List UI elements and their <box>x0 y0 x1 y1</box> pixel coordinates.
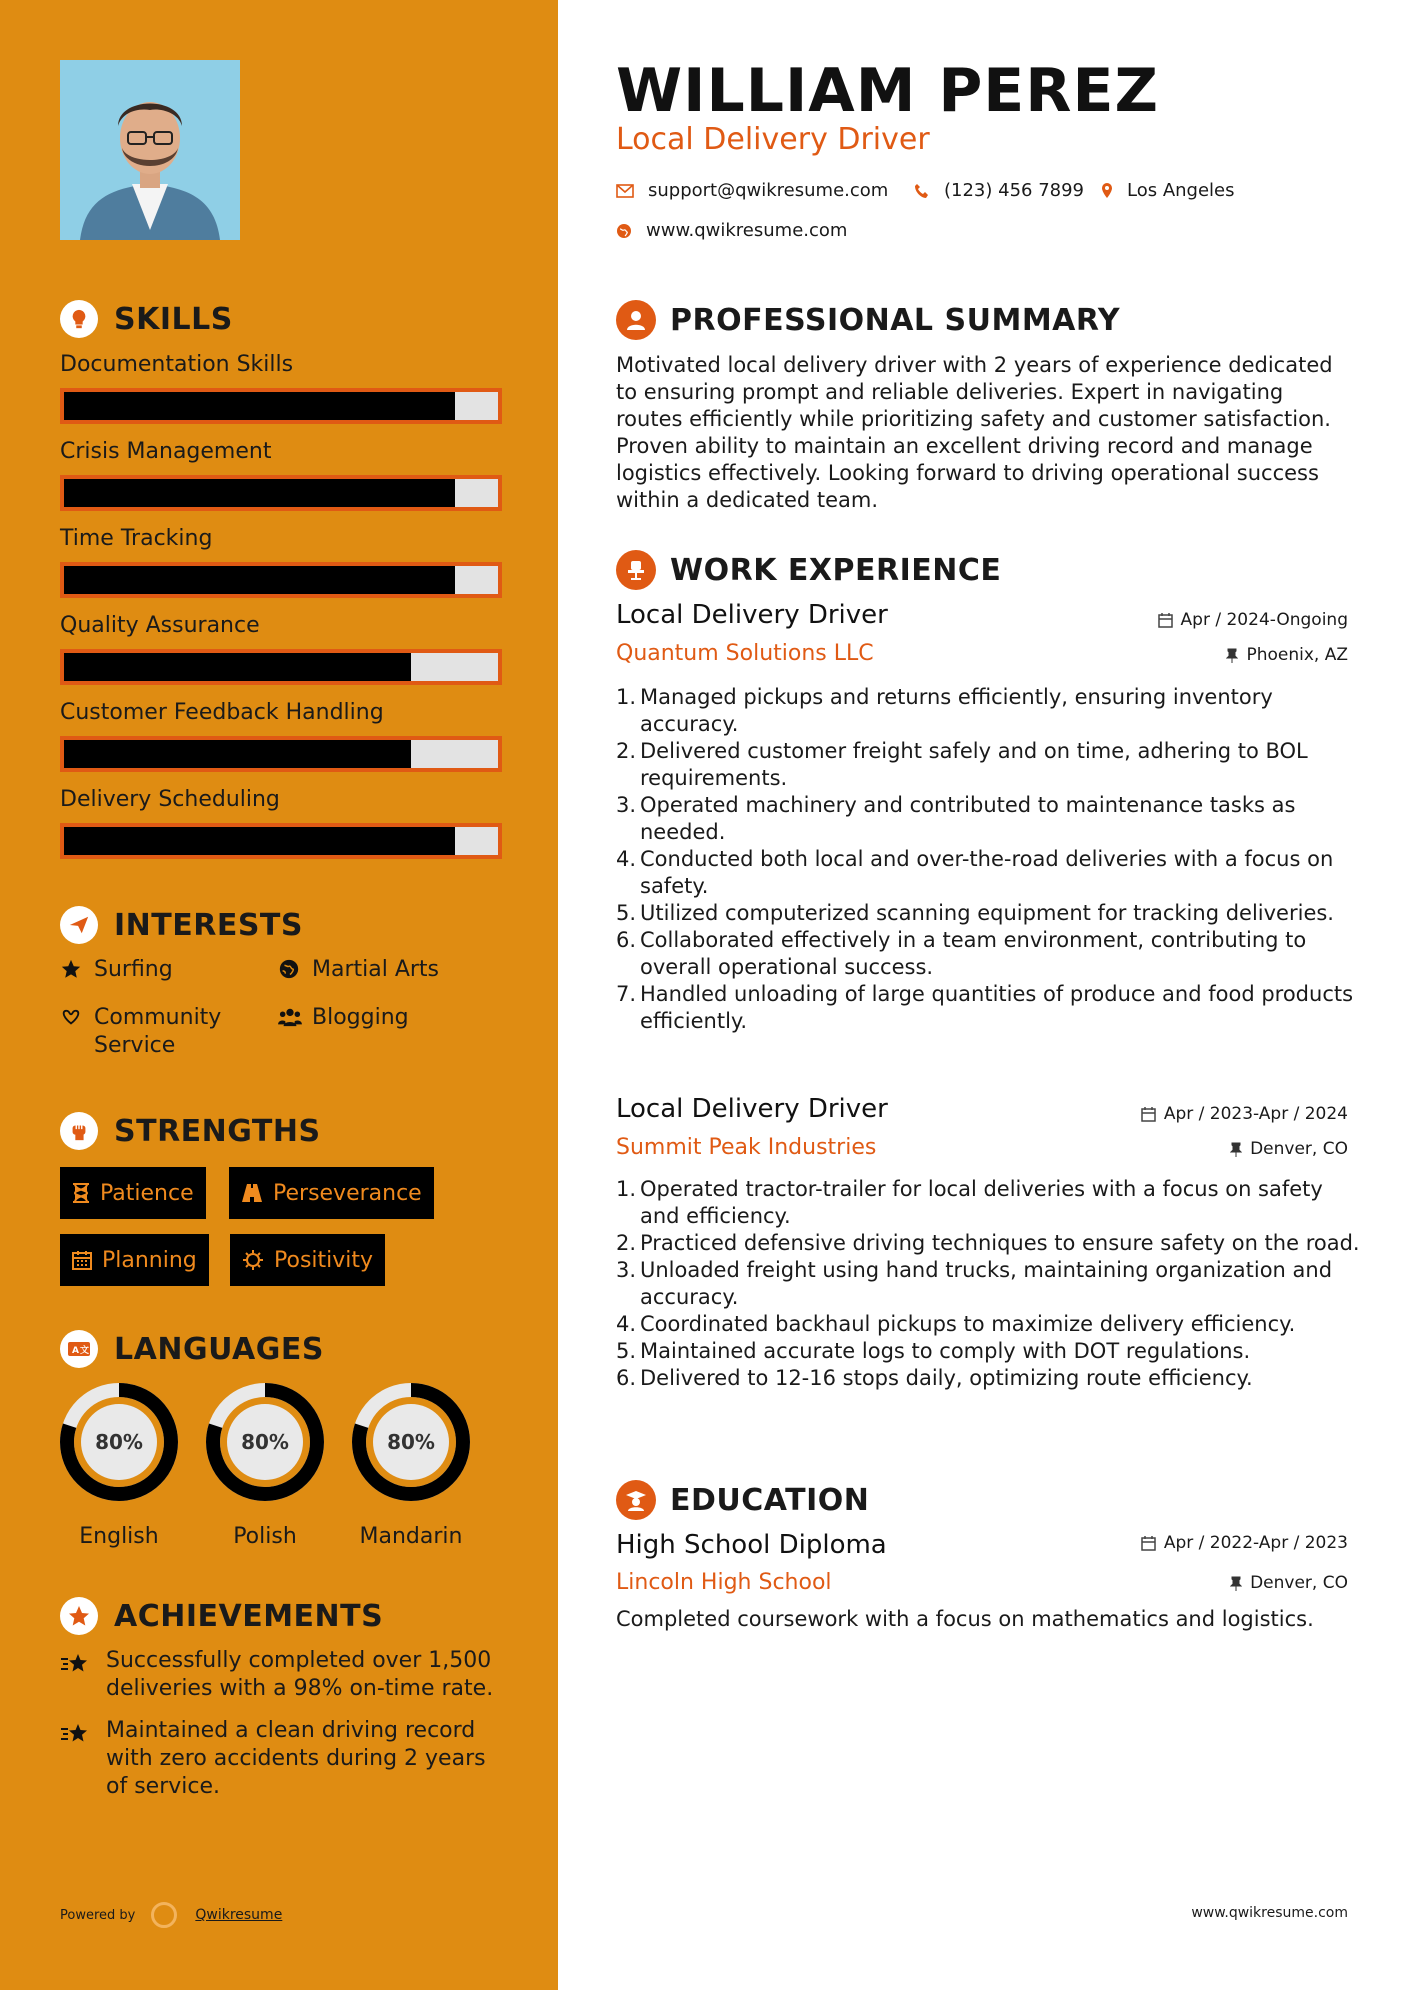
bullet-text: Conducted both local and over-the-road deliveries with a focus on safety. <box>640 847 1334 898</box>
user-icon <box>616 300 656 340</box>
globe-icon <box>616 223 632 239</box>
star-icon <box>60 956 94 988</box>
language-item <box>349 1380 473 1549</box>
education-description: Completed coursework with a focus on mathematics and logistics. <box>616 1607 1314 1631</box>
envelope-icon <box>616 184 634 198</box>
website-text: www.qwikresume.com <box>646 220 848 241</box>
language-percent: 80% <box>241 1430 289 1454</box>
job-location-text: Denver, CO <box>1250 1139 1348 1159</box>
strength-tag <box>229 1167 434 1219</box>
interest-item <box>60 1004 260 1060</box>
job-bullet: 3. Unloaded freight using hand trucks, maintaining organization and accuracy. <box>616 1257 1361 1311</box>
skills-heading <box>60 300 233 338</box>
job-bullet: 5. Maintained accurate logs to comply with DOT regulations. <box>616 1339 1251 1363</box>
calendar-icon <box>1158 613 1173 628</box>
job-bullet: 7. Handled unloading of large quantities of produce and food products efficiently. <box>616 981 1361 1035</box>
education-degree: High School Diploma <box>616 1530 887 1560</box>
achievement-text: Successfully completed over 1,500 deliveries with a 98% on-time rate. <box>106 1648 494 1701</box>
bullet-text: Maintained accurate logs to comply with DOT regulations. <box>640 1339 1251 1363</box>
skill-bar-fill <box>64 392 455 420</box>
job-bullet-list <box>616 1176 1361 1392</box>
job-bullet: 4. Conducted both local and over-the-road deliveries with a focus on safety. <box>616 846 1361 900</box>
language-name: Mandarin <box>359 1524 463 1549</box>
email-text: support@qwikresume.com <box>648 180 889 201</box>
bullet-text: Handled unloading of large quantities of produce and food products efficiently. <box>640 982 1354 1033</box>
skill-label: Quality Assurance <box>60 613 260 638</box>
education-heading <box>616 1480 869 1520</box>
interests-title: INTERESTS <box>114 907 303 943</box>
svg-text:A: A <box>72 1346 79 1356</box>
interest-item <box>60 956 260 988</box>
svg-text:文: 文 <box>80 1346 90 1356</box>
strengths-title: STRENGTHS <box>114 1113 321 1149</box>
language-icon <box>60 1330 98 1368</box>
education-location-text: Denver, CO <box>1250 1573 1348 1593</box>
languages-heading <box>60 1330 324 1368</box>
profile-photo <box>60 60 240 240</box>
candidate-role: Local Delivery Driver <box>616 122 930 157</box>
achievement-text: Maintained a clean driving record with zero accidents during 2 years of service. <box>106 1718 486 1799</box>
language-progress-ring <box>203 1380 327 1504</box>
job-title: Local Delivery Driver <box>616 1094 888 1124</box>
job-bullet: 2. Delivered customer freight safely and on time, adhering to BOL requirements. <box>616 738 1361 792</box>
strength-label: Planning <box>102 1247 197 1273</box>
skill-label: Customer Feedback Handling <box>60 700 384 725</box>
strength-label: Perseverance <box>273 1180 422 1206</box>
skill-item <box>60 526 502 598</box>
office-chair-icon <box>616 550 656 590</box>
skill-label: Delivery Scheduling <box>60 787 280 812</box>
skill-bar <box>60 736 502 772</box>
job-bullet: 5. Utilized computerized scanning equipment for tracking deliveries. <box>616 901 1334 925</box>
bullet-text: Unloaded freight using hand trucks, maintaining organization and accuracy. <box>640 1258 1333 1309</box>
education-location <box>1230 1573 1348 1593</box>
skill-item <box>60 700 502 772</box>
job-bullet: 6. Delivered to 12-16 stops daily, optimizing route efficiency. <box>616 1366 1253 1390</box>
bullet-text: Operated tractor-trailer for local deliveries with a focus on safety and efficiency. <box>640 1177 1323 1228</box>
skill-item <box>60 352 502 424</box>
skill-item <box>60 439 502 511</box>
main-content <box>558 0 1407 1990</box>
contact-phone[interactable] <box>914 180 1084 201</box>
star-badge-icon <box>60 1597 98 1635</box>
skill-label: Time Tracking <box>60 526 213 551</box>
achievements-heading <box>60 1597 383 1635</box>
skill-bar <box>60 475 502 511</box>
contact-location <box>1101 180 1235 201</box>
strength-label: Positivity <box>274 1247 374 1273</box>
phone-icon <box>914 183 930 199</box>
summary-heading <box>616 300 1120 340</box>
job-bullet: 1. Managed pickups and returns efficiently, ensuring inventory accuracy. <box>616 684 1361 738</box>
pushpin-icon <box>1230 1576 1242 1591</box>
footer-url[interactable]: www.qwikresume.com <box>1191 1905 1348 1921</box>
graduate-icon <box>616 1480 656 1520</box>
shooting-star-icon <box>60 1647 106 1685</box>
language-item <box>57 1380 181 1549</box>
interest-item <box>278 1004 498 1036</box>
strength-label: Patience <box>100 1180 194 1206</box>
users-icon <box>278 1004 312 1036</box>
skill-item <box>60 787 502 859</box>
job-company: Quantum Solutions LLC <box>616 641 874 666</box>
job-location-text: Phoenix, AZ <box>1246 645 1348 665</box>
skill-bar-fill <box>64 740 411 768</box>
language-percent: 80% <box>387 1430 435 1454</box>
interest-label: Community Service <box>94 1005 222 1058</box>
job-title: Local Delivery Driver <box>616 600 888 630</box>
achievements-title: ACHIEVEMENTS <box>114 1598 384 1634</box>
road-icon <box>241 1183 263 1203</box>
heart-hands-icon <box>60 1004 94 1036</box>
bullet-text: Delivered to 12-16 stops daily, optimizing route efficiency. <box>640 1366 1253 1390</box>
job-bullet: 4. Coordinated backhaul pickups to maximize delivery efficiency. <box>616 1312 1296 1336</box>
summary-title: PROFESSIONAL SUMMARY <box>670 302 1121 338</box>
language-name: Polish <box>233 1524 297 1549</box>
calendar-icon <box>72 1250 92 1270</box>
strengths-heading <box>60 1112 321 1150</box>
education-school: Lincoln High School <box>616 1570 832 1595</box>
interest-label: Surfing <box>94 957 173 982</box>
job-dates <box>1158 610 1348 630</box>
contact-website[interactable] <box>616 220 847 241</box>
skill-bar <box>60 649 502 685</box>
bullet-text: Coordinated backhaul pickups to maximize delivery efficiency. <box>640 1312 1296 1336</box>
education-dates <box>1141 1533 1348 1553</box>
bullet-text: Collaborated effectively in a team environment, contributing to overall operational success. <box>640 928 1307 979</box>
lightbulb-icon <box>60 300 98 338</box>
job-dates <box>1141 1104 1348 1124</box>
achievement-item <box>60 1647 510 1703</box>
job-dates-text: Apr / 2024-Ongoing <box>1180 610 1348 630</box>
bullet-text: Practiced defensive driving techniques to ensure safety on the road. <box>640 1231 1360 1255</box>
paper-plane-icon <box>60 906 98 944</box>
globe-icon <box>278 956 312 988</box>
skill-bar-fill <box>64 566 455 594</box>
languages-title: LANGUAGES <box>114 1331 324 1367</box>
language-name: English <box>79 1524 159 1549</box>
calendar-icon <box>1141 1107 1156 1122</box>
skill-label: Crisis Management <box>60 439 272 464</box>
skill-bar <box>60 562 502 598</box>
strength-tag <box>60 1234 209 1286</box>
job-bullet: 1. Operated tractor-trailer for local deliveries with a focus on safety and efficiency. <box>616 1176 1361 1230</box>
powered-brand-link[interactable]: Qwikresume <box>195 1907 283 1923</box>
job-bullet: 6. Collaborated effectively in a team environment, contributing to overall operational success. <box>616 927 1361 981</box>
powered-by <box>60 1902 282 1928</box>
calendar-icon <box>1141 1536 1156 1551</box>
sun-icon <box>242 1249 264 1271</box>
job-company: Summit Peak Industries <box>616 1135 877 1160</box>
experience-title: WORK EXPERIENCE <box>670 552 1002 588</box>
shooting-star-icon <box>60 1717 106 1755</box>
sidebar <box>0 0 558 1990</box>
skill-label: Documentation Skills <box>60 352 294 377</box>
skill-bar <box>60 388 502 424</box>
language-progress-ring <box>57 1380 181 1504</box>
contact-email[interactable] <box>616 180 888 201</box>
skill-bar <box>60 823 502 859</box>
language-percent: 80% <box>95 1430 143 1454</box>
language-progress-ring <box>349 1380 473 1504</box>
job-location <box>1230 1139 1348 1159</box>
map-pin-icon <box>1101 182 1113 199</box>
strength-tag <box>230 1234 385 1286</box>
job-location <box>1226 645 1348 665</box>
qwikresume-logo-icon <box>151 1902 177 1928</box>
candidate-name: WILLIAM PEREZ <box>616 56 1159 126</box>
bullet-text: Operated machinery and contributed to maintenance tasks as needed. <box>640 793 1296 844</box>
experience-heading <box>616 550 1001 590</box>
location-text: Los Angeles <box>1127 180 1235 201</box>
skill-bar-fill <box>64 827 455 855</box>
skill-bar-fill <box>64 479 455 507</box>
bullet-text: Delivered customer freight safely and on time, adhering to BOL requirements. <box>640 739 1308 790</box>
phone-text: (123) 456 7899 <box>944 180 1085 201</box>
pushpin-icon <box>1226 648 1238 663</box>
education-title: EDUCATION <box>670 1482 870 1518</box>
interest-label: Martial Arts <box>312 957 440 982</box>
skills-title: SKILLS <box>114 301 233 337</box>
skill-bar-fill <box>64 653 411 681</box>
bullet-text: Utilized computerized scanning equipment for tracking deliveries. <box>640 901 1334 925</box>
summary-text: Motivated local delivery driver with 2 years of experience dedicated to ensuring prompt and reliable deliveries. Expert in navigating routes efficiently while prioritizing safety and customer satisfaction. Proven ability to maintain an excellent driving record and manage logistics effectively. Looking forward to driving operational success within a dedicated team. <box>616 353 1333 512</box>
language-item <box>203 1380 327 1549</box>
bullet-text: Managed pickups and returns efficiently, ensuring inventory accuracy. <box>640 685 1273 736</box>
job-dates-text: Apr / 2023-Apr / 2024 <box>1163 1104 1348 1124</box>
pushpin-icon <box>1230 1142 1242 1157</box>
strength-tag <box>60 1167 206 1219</box>
powered-label: Powered by <box>60 1907 136 1923</box>
job-bullet: 3. Operated machinery and contributed to maintenance tasks as needed. <box>616 792 1361 846</box>
interest-label: Blogging <box>312 1005 409 1030</box>
skill-item <box>60 613 502 685</box>
achievement-item <box>60 1717 510 1801</box>
hourglass-icon <box>72 1183 90 1203</box>
job-bullet-list <box>616 684 1361 1035</box>
interests-heading <box>60 906 303 944</box>
interest-item <box>278 956 498 988</box>
job-bullet: 2. Practiced defensive driving techniques to ensure safety on the road. <box>616 1231 1360 1255</box>
education-dates-text: Apr / 2022-Apr / 2023 <box>1163 1533 1348 1553</box>
fist-icon <box>60 1112 98 1150</box>
